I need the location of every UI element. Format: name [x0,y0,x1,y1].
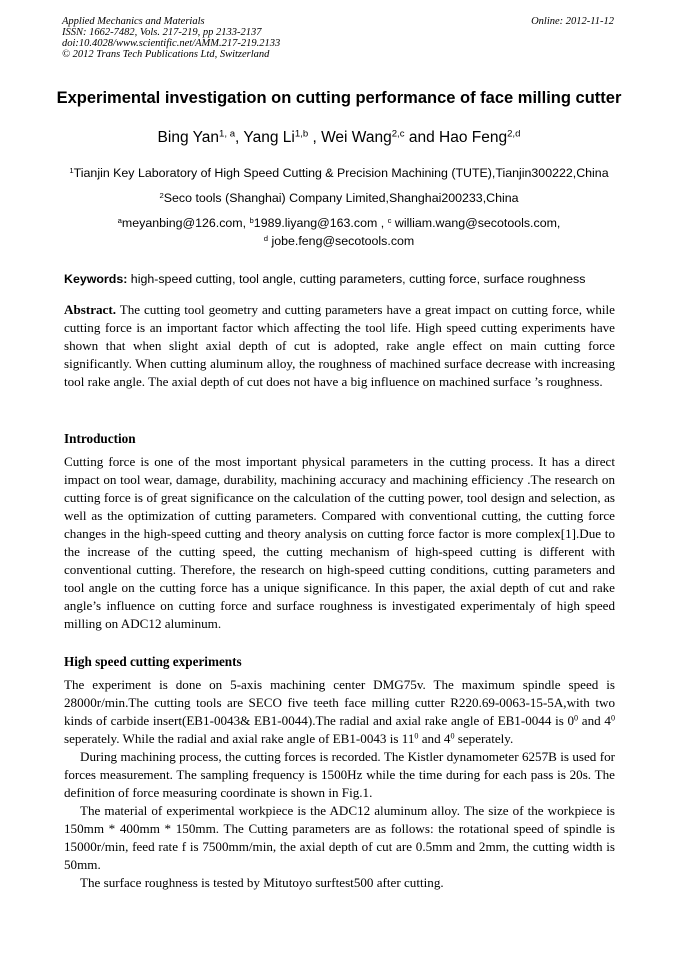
author-separator: , [308,129,322,146]
experiments-paragraph-4: The surface roughness is tested by Mitutoyo surftest500 after cutting. [80,875,444,890]
affiliation-text: Seco tools (Shanghai) Company Limited,Shanghai200233,China [163,191,519,205]
paper-title: Experimental investigation on cutting performance of face milling cutter [56,89,622,107]
degree-mark: 0 [610,713,615,723]
introduction-paragraph [64,453,615,633]
paragraph-text: The experiment is done on 5-axis machining center DMG75v. The maximum spindle speed is 28000r/min.The cutting tools are SECO five teeth face milling cutter R220.69-0063-15-5A,with two kinds of carbide insert(EB1-0043& EB1-0044).The radial and axial rake angle of EB1-0044 is 0 [64,677,615,728]
email-mark: c [387,215,392,225]
email-mark: b [249,215,254,225]
degree-mark: 0 [450,731,455,741]
paragraph-text: seperately. [454,731,514,746]
abstract-label: Abstract. [64,302,116,317]
email-address: meyanbing@126.com, [121,216,250,230]
author-affiliation-mark: 2,d [507,128,521,140]
author-name: Yang Li [243,129,295,146]
author-affiliation-mark: 1,b [294,128,309,140]
email-mark: a [117,215,122,225]
issn-line: ISSN: 1662-7482, Vols. 217-219, pp 2133-2137 [62,27,262,38]
email-address: 1989.liyang@163.com , [253,216,388,230]
affiliation-1 [0,166,678,180]
email-address: jobe.feng@secotools.com [268,234,415,248]
affiliation-text: Tianjin Key Laboratory of High Speed Cutting & Precision Machining (TUTE),Tianjin300222,China [73,166,609,180]
paragraph-text: and 4 [578,713,611,728]
author-list [0,129,678,147]
author-name: Bing Yan [157,129,220,146]
experiments-paragraph-1 [64,676,615,748]
keywords-text: high-speed cutting, tool angle, cutting parameters, cutting force, surface roughness [127,272,586,286]
abstract-paragraph [64,301,615,391]
experiments-body [64,676,615,892]
email-line-2 [0,234,678,248]
paragraph-text: and 4 [418,731,451,746]
online-date: Online: 2012-11-12 [531,16,614,27]
paragraph-text: seperately. While the radial and axial rake angle of EB1-0043 is 11 [64,731,415,746]
email-mark: d [263,233,269,243]
doi-line: doi:10.4028/www.scientific.net/AMM.217-219.2133 [62,38,281,49]
author-separator: , [235,129,244,146]
email-line-1 [0,216,678,230]
journal-name: Applied Mechanics and Materials [62,16,205,27]
degree-mark: 0 [574,713,579,723]
author-affiliation-mark: 1, a [219,128,236,140]
affiliation-mark: 1 [69,165,74,175]
author-name: Hao Feng [439,129,508,146]
keywords-line [64,272,616,286]
introduction-heading: Introduction [64,431,136,446]
copyright-line: © 2012 Trans Tech Publications Ltd, Switzerland [62,49,270,60]
keywords-label: Keywords: [64,272,128,286]
experiments-paragraph-2: During machining process, the cutting forces is recorded. The Kistler dynamometer 6257B is used for forces measurement. The sampling frequency is 1500Hz while the time during for each pass is 20s. The definition of force measuring coordinate is shown in Fig.1. [64,749,615,800]
experiments-heading: High speed cutting experiments [64,654,242,669]
author-name: Wei Wang [321,129,392,146]
degree-mark: 0 [414,731,419,741]
introduction-text: Cutting force is one of the most important physical parameters in the cutting process. It has a direct impact on tool wear, damage, durability, machining accuracy and machining efficiency .The research on cutting force is of great significance on the calculation of the cutting power, tool design and selection, as well as the optimization of cutting parameters. Compared with conventional cutting, the cutting force changes in the high-speed cutting and theory analysis on cutting force factor is more complex[1].Due to the increase of the cutting speed, the cutting mechanism of high-speed cutting is different with conventional cutting. Therefore, the research on high-speed cutting conditions, cutting parameters and tool angle on the cutting force has a unique significance. In this paper, the axial depth of cut and rake angle’s influence on cutting force and surface roughness is investigated experimentaly of high speed milling on ADC12 aluminum. [64,454,615,631]
author-affiliation-mark: 2,c [391,128,405,140]
abstract-text: The cutting tool geometry and cutting parameters have a great impact on cutting force, while cutting force is an important factor which affecting the tool life. High speed cutting experiments have shown that when slight axial depth of cut is adopted, rake angle effect on main cutting force significantly. When cutting aluminum alloy, the roughness of machined surface decrease with increasing tool rake angle. The axial depth of cut does not have a big influence on machined surface ’s roughness. [64,302,615,389]
experiments-paragraph-3: The material of experimental workpiece is the ADC12 aluminum alloy. The size of the workpiece is 150mm * 400mm * 150mm. The Cutting parameters are as follows: the rotational speed of spindle is 15000r/min, feed rate f is 7500mm/min, the axial depth of cut are 0.5mm and 2mm, the cutting width is 50mm. [64,803,615,872]
author-separator: and [404,129,440,146]
email-address: william.wang@secotools.com, [391,216,561,230]
affiliation-mark: 2 [159,190,164,200]
affiliation-2 [0,191,678,205]
journal-header [62,16,614,60]
